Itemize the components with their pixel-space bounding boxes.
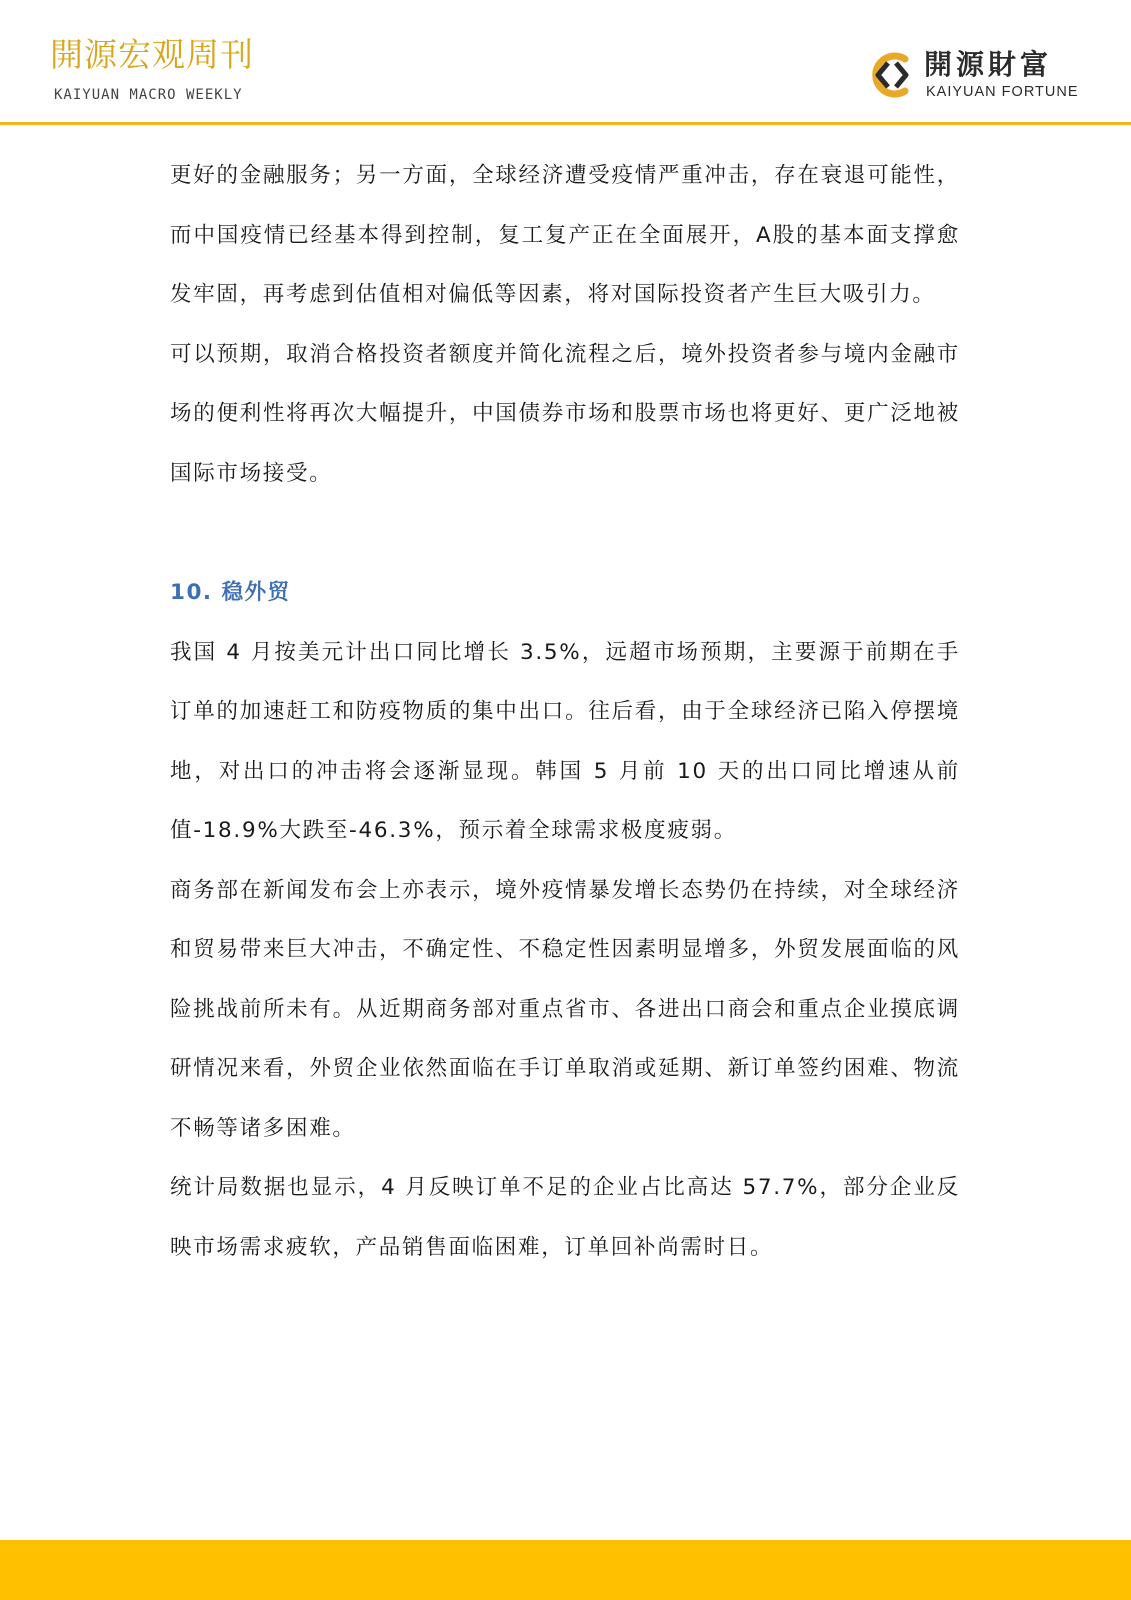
section-heading: 10. 稳外贸 (170, 580, 291, 605)
page-header (0, 0, 1131, 128)
paragraph: 我国 4 月按美元计出口同比增长 3.5%，远超市场预期，主要源于前期在手订单的加速赶工和防疫物质的集中出口。往后看，由于全球经济已陷入停摆境地，对出口的冲击将会逐渐显现。韩国 5 月前 10 天的出口同比增速从前值-18.9%大跌至-46.3%，预示着全球需求极度疲弱。 (170, 639, 960, 843)
article-body (170, 146, 960, 1277)
paragraph: 商务部在新闻发布会上亦表示，境外疫情暴发增长态势仍在持续，对全球经济和贸易带来巨大冲击，不确定性、不稳定性因素明显增多，外贸发展面临的风险挑战前所未有。从近期商务部对重点省市、各进出口商会和重点企业摸底调研情况来看，外贸企业依然面临在手订单取消或延期、新订单签约困难、物流不畅等诸多困难。 (170, 877, 960, 1141)
section-spacer (170, 503, 960, 563)
publication-title: 開源宏观周刊 (50, 35, 254, 74)
paragraph-continued: 更好的金融服务；另一方面，全球经济遭受疫情严重冲击，存在衰退可能性，而中国疫情已经基本得到控制，复工复产正在全面展开，A股的基本面支撑愈发牢固，再考虑到估值相对偏低等因素，将对国际投资者产生巨大吸引力。 (170, 163, 960, 307)
paragraph: 可以预期，取消合格投资者额度并简化流程之后，境外投资者参与境内金融市场的便利性将再次大幅提升，中国债券市场和股票市场也将更好、更广泛地被国际市场接受。 (170, 341, 960, 486)
publication-subtitle: KAIYUAN MACRO WEEKLY (54, 87, 243, 103)
logo-chinese-text: 開源財富 (924, 48, 1053, 81)
header-divider (0, 122, 1131, 125)
paragraph: 统计局数据也显示，4 月反映订单不足的企业占比高达 57.7%，部分企业反映市场需求疲软，产品销售面临困难，订单回补尚需时日。 (170, 1175, 960, 1260)
footer-bar (0, 1540, 1131, 1600)
kaiyuan-fortune-logo (866, 50, 1096, 106)
kaiyuan-logo-icon (866, 50, 916, 100)
logo-english-text: KAIYUAN FORTUNE (926, 84, 1079, 100)
